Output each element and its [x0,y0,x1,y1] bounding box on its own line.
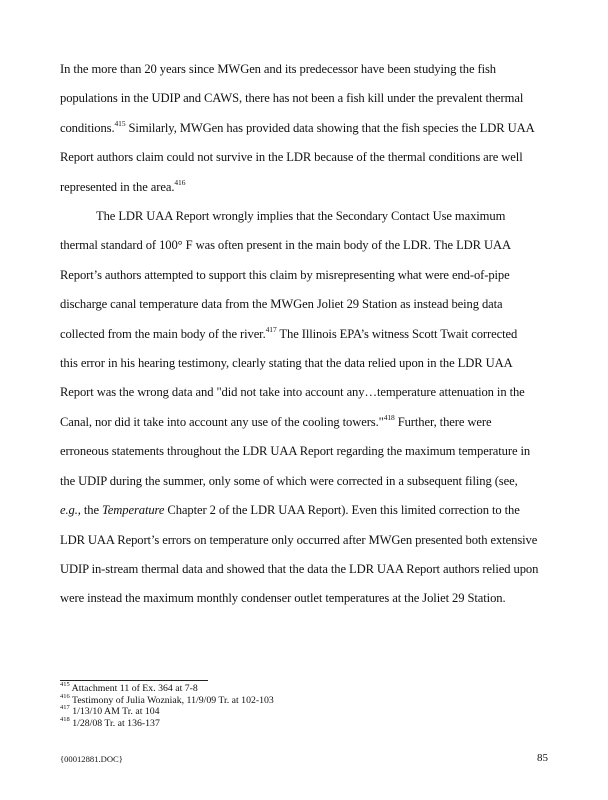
document-body [60,55,550,614]
text-fragment: conditions. [60,120,115,135]
text-line: The LDR UAA Report wrongly implies that the Secondary Contact Use maximum [96,209,506,224]
footnote-ref-418: 418 [383,413,395,423]
footnote-number: 418 [60,716,70,724]
text-fragment: Further, there were [394,414,492,429]
footnote-417 [60,706,460,718]
text-line: the UDIP during the summer, only some of which were corrected in a subsequent filing (see, [60,473,518,488]
footnote-text: Testimony of Julia Wozniak, 11/9/09 Tr. at 102-103 [69,694,274,706]
text-line: discharge canal temperature data from the MWGen Joliet 29 Station as instead being data [60,297,503,312]
footnote-416 [60,692,460,707]
footnote-ref-417: 417 [265,324,277,334]
text-line [60,114,550,143]
text-line: Report was the wrong data and "did not take into account any…temperature attenuation in the [60,385,525,400]
footnote-418 [60,718,460,730]
text-line: were instead the maximum monthly condenser outlet temperatures at the Joliet 29 Station. [60,591,506,606]
text-line: UDIP in-stream thermal data and showed that the data the LDR UAA Report authors relied upon [60,561,539,576]
footnote-text: 1/13/10 AM Tr. at 104 [69,706,160,718]
text-line: In the more than 20 years since MWGen and its predecessor have been studying the fish [60,62,496,76]
text-fragment: Chapter 2 of the LDR UAA Report). Even this limited correction to the [164,503,520,518]
footnote-separator [60,680,208,681]
text-line: LDR UAA Report’s errors on temperature only occurred after MWGen presented both extensive [60,532,538,547]
paragraph-ldr-uaa-report [60,202,550,614]
text-line: populations in the UDIP and CAWS, there has not been a fish kill under the prevalent thermal [60,91,524,106]
text-fragment: Similarly, MWGen has provided data showing that the fish species the LDR UAA [125,120,535,135]
text-fragment: represented in the area. [60,179,175,194]
footnote-number: 415 [60,681,70,689]
footnote-text: 1/28/08 Tr. at 136-137 [69,717,160,729]
page-number: 85 [537,752,548,764]
footnote-ref-415: 415 [114,119,126,129]
footnote-number: 416 [60,692,70,700]
paragraph-fish-populations [60,55,550,202]
text-line [60,173,550,202]
footnotes [60,683,460,729]
text-fragment-italic: e.g., [60,503,81,518]
footnote-415 [60,683,460,695]
footnote-text: Attachment 11 of Ex. 364 at 7-8 [69,683,198,694]
text-line: Report’s authors attempted to support this claim by misrepresenting what were end-of-pipe [60,267,510,282]
text-line: erroneous statements throughout the LDR UAA Report regarding the maximum temperature in [60,444,531,459]
footnote-ref-416: 416 [174,177,186,187]
text-line: this error in his hearing testimony, clearly stating that the data relied upon in the LDR UAA [60,356,513,371]
text-fragment-italic: Temperature [102,503,165,518]
text-line [60,408,550,437]
text-fragment: Canal, nor did it take into account any use of the cooling towers." [60,414,384,429]
text-line: Report authors claim could not survive in the LDR because of the thermal conditions are well [60,150,523,165]
text-fragment: The Illinois EPA’s witness Scott Twait corrected [276,326,518,341]
text-fragment: collected from the main body of the river. [60,326,266,341]
document-id: {00012881.DOC} [60,754,123,764]
text-fragment: the [80,503,103,518]
footnote-number: 417 [60,704,70,712]
text-line [60,496,550,525]
text-line: thermal standard of 100° F was often present in the main body of the LDR. The LDR UAA [60,238,511,253]
text-line [60,320,550,349]
